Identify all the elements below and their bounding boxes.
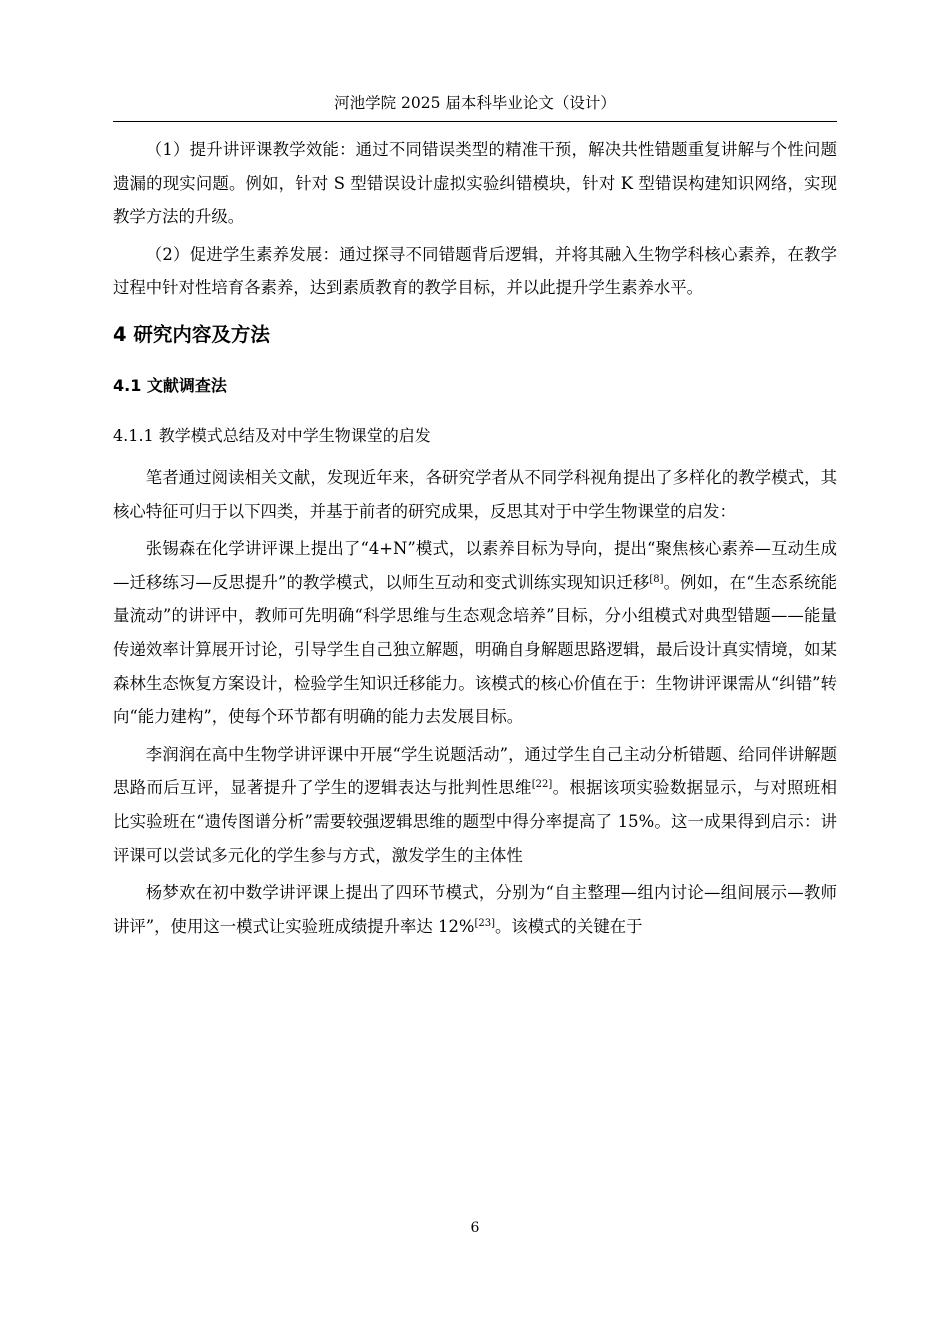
paragraph-yang-model bbox=[113, 876, 837, 943]
page-body bbox=[113, 133, 837, 943]
running-header: 河池学院 2025 届本科毕业论文（设计） bbox=[334, 94, 616, 112]
section-heading-4-1-1: 4.1.1 教学模式总结及对中学生物课堂的启发 bbox=[113, 425, 431, 445]
paragraph-text: 。根据该项实验数据显示，与对照班相比实验班在“遗传图谱分析”需要较强逻辑思维的题型中得分率提高了 15%。这一成果得到启示：讲评课可以尝试多元化的学生参与方式，激发学生的主体性 bbox=[113, 778, 838, 865]
citation-ref: [22] bbox=[531, 779, 553, 791]
paragraph-text: 李润润在高中生物学讲评课中开展“学生说题活动”，通过学生自己主动分析错题、给同伴讲解题思路而后互评，显著提升了学生的逻辑表达与批判性思维 bbox=[113, 744, 837, 798]
section-heading-4: 4 研究内容及方法 bbox=[113, 322, 270, 346]
paragraph-goal-2: （2）促进学生素养发展：通过探寻不同错题背后逻辑，并将其融入生物学科核心素养，在教学过程中针对性培育各素养，达到素质教育的教学目标，并以此提升学生素养水平。 bbox=[113, 244, 837, 298]
paragraph-zhang-model bbox=[113, 532, 837, 734]
page-number: 6 bbox=[470, 1220, 480, 1236]
section-heading-4-1: 4.1 文献调查法 bbox=[113, 375, 227, 395]
paragraph-goal-1: （1）提升讲评课教学效能：通过不同错误类型的精准干预，解决共性错题重复讲解与个性问题遗漏的现实问题。例如，针对 S 型错误设计虚拟实验纠错模块，针对 K 型错误构建知识网络，实现教学方法的升级。 bbox=[113, 140, 837, 227]
paragraph-text: 杨梦欢在初中数学讲评课上提出了四环节模式，分别为“自主整理—组内讨论—组间展示—教师讲评”，使用这一模式让实验班成绩提升率达 12% bbox=[113, 883, 837, 936]
paragraph-text: 。该模式的关键在于 bbox=[494, 916, 643, 936]
paragraph-text: 。例如，在“生态系统能量流动”的讲评中，教师可先明确“科学思维与生态观念培养”目标，分小组模式对典型错题——能量传递效率计算展开讨论，引导学生自己独立解题，明确自身解题思路逻辑，最后设计真实情境，如某森林生态恢复方案设计，检验学生知识迁移能力。该模式的核心价值在于：生物讲评课需从“纠错”转向“能力建构”，使每个环节都有明确的能力去发展目标。 bbox=[113, 572, 837, 727]
header-rule bbox=[113, 121, 837, 122]
citation-ref: [8] bbox=[649, 573, 664, 585]
paragraph-text: 张锡森在化学讲评课上提出了“4+N”模式，以素养目标为导向，提出“聚焦核心素养—互动生成—迁移练习—反思提升”的教学模式，以师生互动和变式训练实现知识迁移 bbox=[113, 539, 837, 592]
paragraph-li-model bbox=[113, 738, 837, 872]
citation-ref: [23] bbox=[474, 917, 495, 929]
paragraph-literature-intro: 笔者通过阅读相关文献，发现近年来，各研究学者从不同学科视角提出了多样化的教学模式，其核心特征可归于以下四类，并基于前者的研究成果，反思其对于中学生物课堂的启发： bbox=[113, 467, 837, 521]
